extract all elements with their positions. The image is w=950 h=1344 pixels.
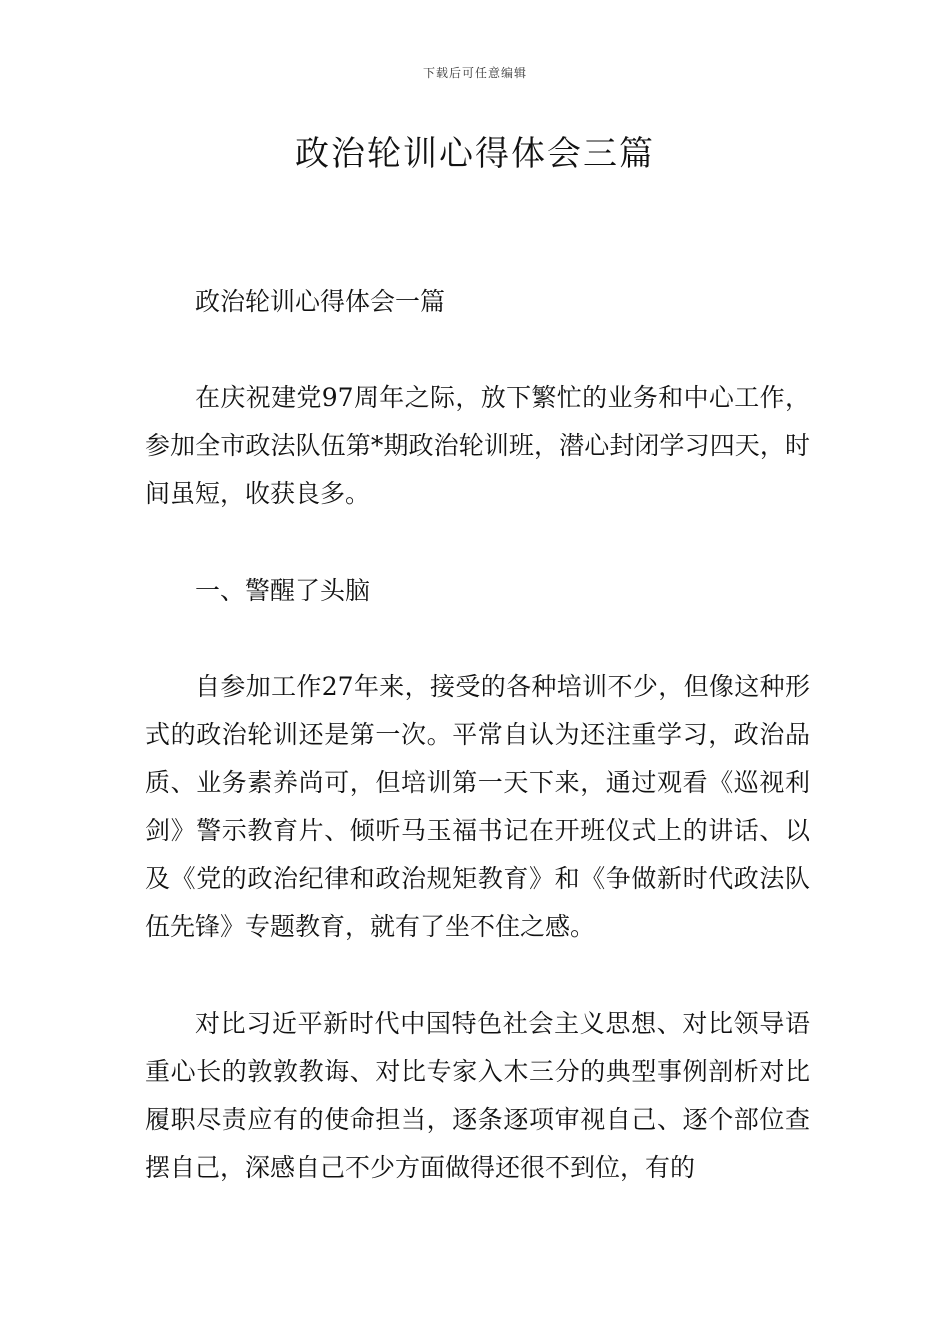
intro-paragraph: 在庆祝建党97周年之际，放下繁忙的业务和中心工作，参加全市政法队伍第*期政治轮训班，潜心封闭学习四天，时间虽短，收获良多。 <box>145 383 810 508</box>
body-paragraph-1: 自参加工作27年来，接受的各种培训不少，但像这种形式的政治轮训还是第一次。平常自认为还注重学习，政治品质、业务素养尚可，但培训第一天下来，通过观看《巡视利剑》警示教育片、倾听马玉福书记在开班仪式上的讲话、以及《党的政治纪律和政治规矩教育》和《争做新时代政法队伍先锋》专题教育，就有了坐不住之感。 <box>145 672 810 941</box>
section-subtitle: 政治轮训心得体会一篇 <box>195 287 446 316</box>
section-heading: 一、警醒了头脑 <box>195 576 371 605</box>
document-body <box>145 278 810 1241</box>
document-title: 政治轮训心得体会三篇 <box>295 134 655 174</box>
body-paragraph-2: 对比习近平新时代中国特色社会主义思想、对比领导语重心长的敦敦教诲、对比专家入木三分的典型事例剖析对比履职尽责应有的使命担当，逐条逐项审视自己、逐个部位查摆自己，深感自己不少方面做得还很不到位，有的 <box>145 1009 810 1182</box>
header-note: 下载后可任意编辑 <box>422 66 527 80</box>
